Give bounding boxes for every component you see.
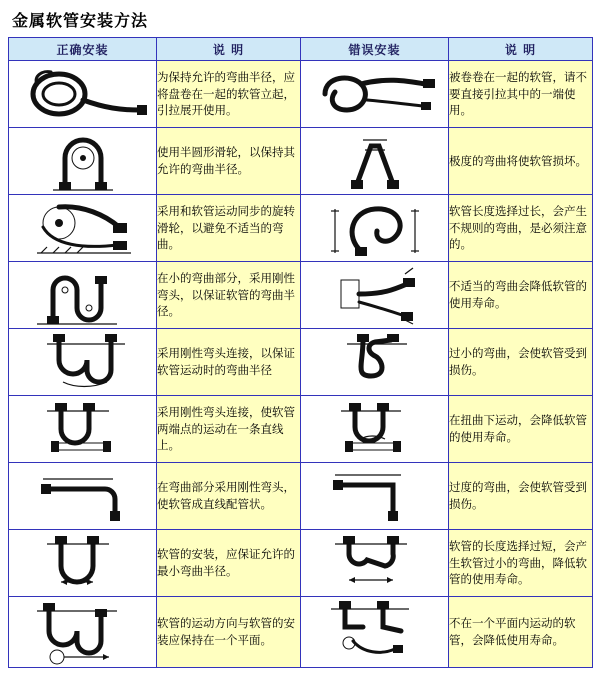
twisting-motion-wrong-icon [301,396,449,463]
too-small-bend-wrong-icon [301,329,449,396]
out-of-plane-motion-wrong-icon [301,597,449,668]
rigid-elbow-moving-correct-icon [9,329,157,396]
header-wrong-desc: 说 明 [449,38,593,61]
straight-piping-elbow-correct-icon [9,463,157,530]
table-row [9,530,593,597]
row-description: 软管的长度选择过短，会产生软管过小的弯曲，降低软管的使用寿命。 [449,530,593,597]
rotating-pulley-correct-icon [9,195,157,262]
row-description: 为保持允许的弯曲半径，应将盘卷在一起的软管立起，引拉展开使用。 [157,61,301,128]
row-description: 过度的弯曲，会使软管受到损伤。 [449,463,593,530]
row-description: 软管长度选择过长，会产生不规则的弯曲，是必须注意的。 [449,195,593,262]
page-title: 金属软管安装方法 [12,11,149,30]
table-row [9,396,593,463]
table-row [9,329,593,396]
too-long-small-bend-wrong-icon [301,530,449,597]
row-description: 软管的安装，应保证允许的最小弯曲半径。 [157,530,301,597]
table-row [9,61,593,128]
row-description: 过小的弯曲，会使软管受到损伤。 [449,329,593,396]
header-wrong-install: 错误安装 [301,38,449,61]
coiled-hose-correct-icon [9,61,157,128]
table-row [9,597,593,668]
header-correct-desc: 说 明 [157,38,301,61]
straight-line-elbow-correct-icon [9,396,157,463]
row-description: 使用半圆形滑轮，以保持其允许的弯曲半径。 [157,128,301,195]
row-description: 采用和软管运动同步的旋转滑轮，以避免不适当的弯曲。 [157,195,301,262]
long-loose-hose-wrong-icon [301,195,449,262]
improper-bend-wrong-icon [301,262,449,329]
over-bending-wrong-icon [301,463,449,530]
table-row [9,463,593,530]
row-description: 采用刚性弯头连接，使软管两端点的运动在一条直线上。 [157,396,301,463]
table-row [9,262,593,329]
table-row [9,128,593,195]
table-header-row [9,38,593,61]
row-description: 极度的弯曲将使软管损坏。 [449,128,593,195]
rigid-bend-small-radius-correct-icon [9,262,157,329]
u-bend-pulley-correct-icon [9,128,157,195]
sharp-v-bend-wrong-icon [301,128,449,195]
table-row [9,195,593,262]
row-description: 软管的运动方向与软管的安装应保持在一个平面。 [157,597,301,668]
min-bend-radius-correct-icon [9,530,157,597]
coiled-hose-wrong-icon [301,61,449,128]
row-description: 采用刚性弯头连接，以保证软管运动时的弯曲半径 [157,329,301,396]
installation-method-table [8,37,593,668]
row-description: 被卷卷在一起的软管，请不要直接引拉其中的一端使用。 [449,61,593,128]
header-correct-install: 正确安装 [9,38,157,61]
row-description: 在小的弯曲部分，采用刚性弯头，以保证软管的弯曲半径。 [157,262,301,329]
same-plane-motion-correct-icon [9,597,157,668]
row-description: 在弯曲部分采用刚性弯头，使软管成直线配管状。 [157,463,301,530]
row-description: 在扭曲下运动，会降低软管的使用寿命。 [449,396,593,463]
row-description: 不适当的弯曲会降低软管的使用寿命。 [449,262,593,329]
row-description: 不在一个平面内运动的软管，会降低使用寿命。 [449,597,593,668]
